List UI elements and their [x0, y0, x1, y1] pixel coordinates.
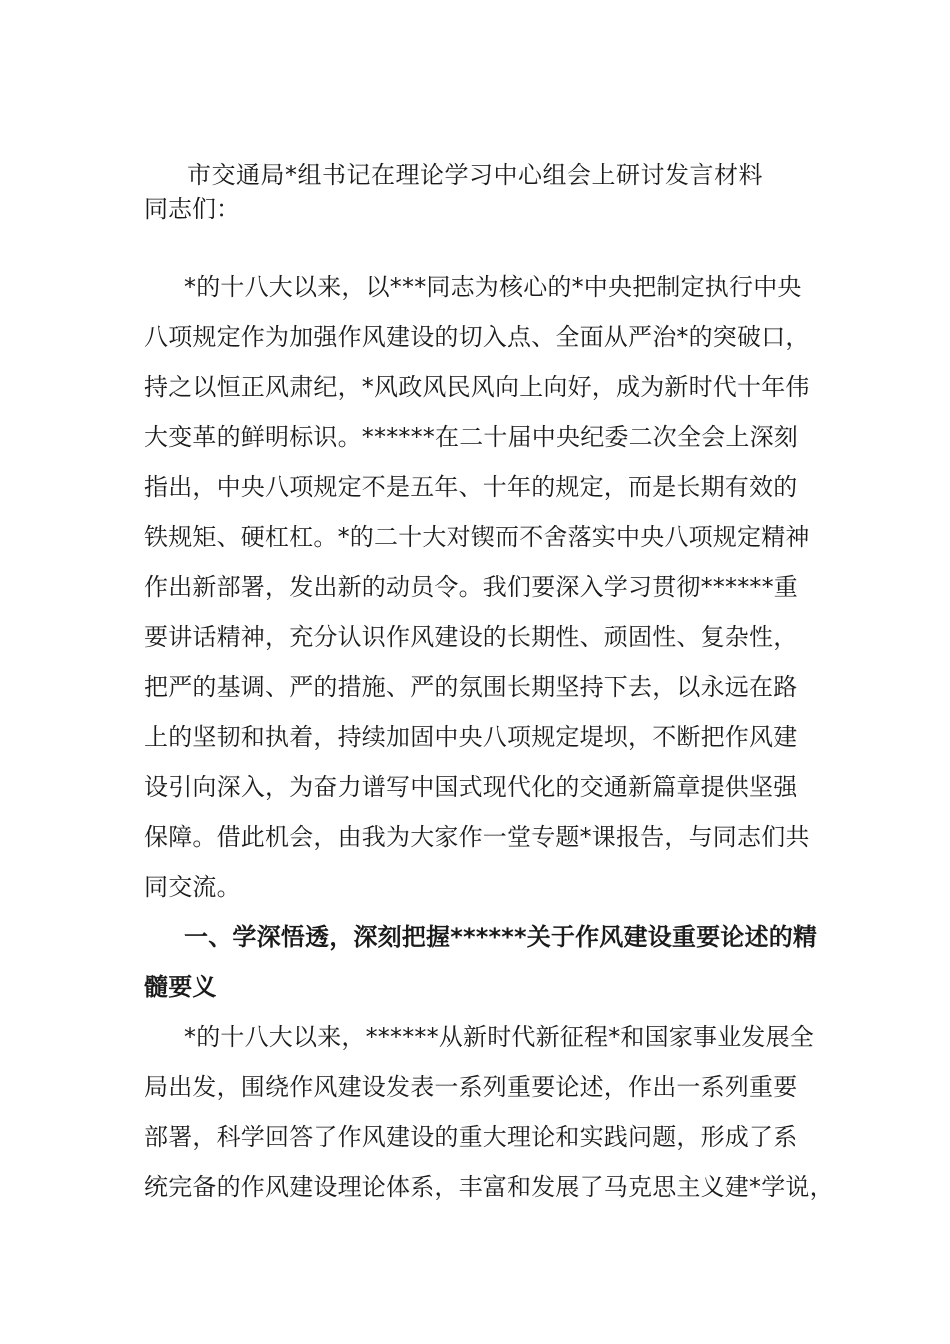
paragraph-line: 要讲话精神，充分认识作风建设的长期性、顽固性、复杂性，	[144, 623, 798, 651]
paragraph-line: 八项规定作为加强作风建设的切入点、全面从严治*的突破口，	[144, 323, 810, 351]
paragraph-line: 部署，科学回答了作风建设的重大理论和实践问题，形成了系	[144, 1123, 798, 1151]
paragraph-line: 把严的基调、严的措施、严的氛围长期坚持下去，以永远在路	[144, 673, 798, 701]
paragraph-line: 同交流。	[144, 873, 241, 901]
paragraph-line: 指出，中央八项规定不是五年、十年的规定，而是长期有效的	[144, 473, 798, 501]
paragraph-line: 铁规矩、硬杠杠。*的二十大对锲而不舍落实中央八项规定精神	[144, 523, 810, 551]
paragraph-line: *的十八大以来，******从新时代新征程*和国家事业发展全	[184, 1023, 814, 1051]
paragraph-intro	[144, 262, 809, 912]
paragraph-line: 大变革的鲜明标识。******在二十届中央纪委二次全会上深刻	[144, 423, 798, 451]
greeting: 同志们：	[144, 195, 240, 223]
document-title: 市交通局*组书记在理论学习中心组会上研讨发言材料	[187, 161, 763, 189]
paragraph-line: 设引向深入，为奋力谱写中国式现代化的交通新篇章提供坚强	[144, 773, 798, 801]
paragraph-line: 持之以恒正风肃纪，*风政风民风向上向好，成为新时代十年伟	[144, 373, 810, 401]
paragraph-line: *的十八大以来，以***同志为核心的*中央把制定执行中央	[184, 273, 802, 301]
paragraph-line: 作出新部署，发出新的动员令。我们要深入学习贯彻******重	[144, 573, 798, 601]
paragraph-line: 上的坚韧和执着，持续加固中央八项规定堤坝，不断把作风建	[144, 723, 798, 751]
paragraph-line: 保障。借此机会，由我为大家作一堂专题*课报告，与同志们共	[144, 823, 810, 851]
paragraph-line: 局出发，围绕作风建设发表一系列重要论述，作出一系列重要	[144, 1073, 798, 1101]
section-heading-1	[144, 912, 818, 1012]
heading-line: 髓要义	[144, 973, 217, 1001]
paragraph-section-1	[144, 1012, 834, 1212]
paragraph-line: 统完备的作风建设理论体系，丰富和发展了马克思主义建*学说，	[144, 1173, 834, 1201]
heading-line: 一、学深悟透，深刻把握******关于作风建设重要论述的精	[184, 923, 818, 951]
